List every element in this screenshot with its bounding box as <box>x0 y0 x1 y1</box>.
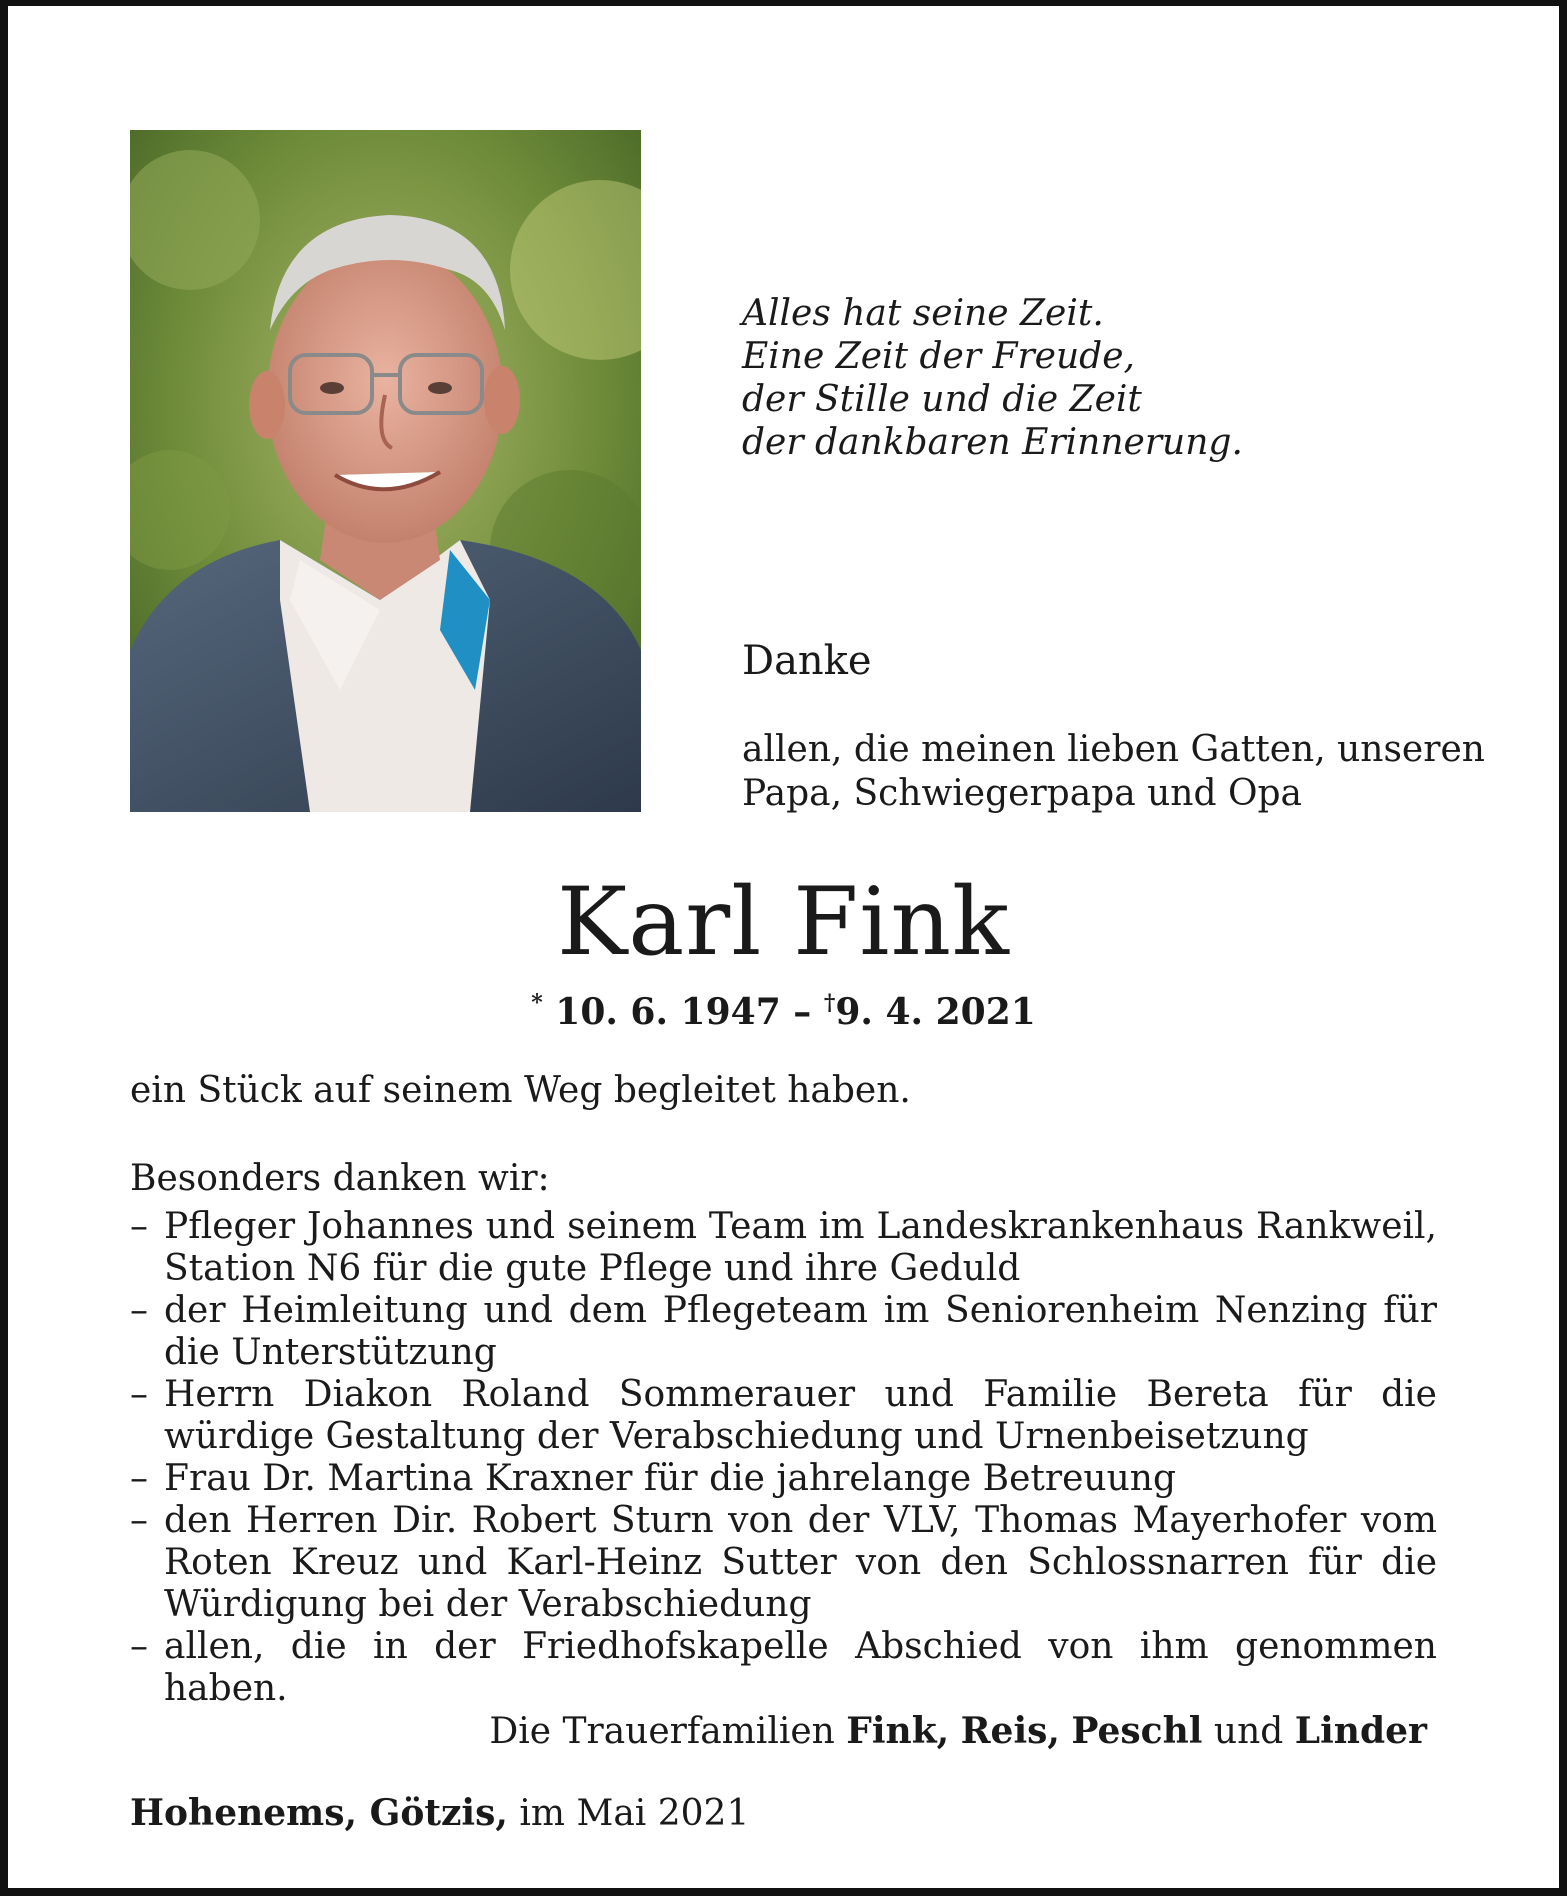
list-item: – den Herren Dir. Robert Sturn von der VLV, Thomas Mayerhofer vom Roten Kreuz und Karl-Heinz Sutter von den Schlossnarren für die Würdigung bei der Verabschiedung <box>130 1500 1437 1626</box>
birth-date: 10. 6. 1947 <box>555 991 781 1033</box>
list-item: – Herrn Diakon Roland Sommerauer und Familie Bereta für die würdige Gestaltung der Verabschiedung und Urnenbeisetzung <box>130 1374 1437 1458</box>
deceased-name: Karl Fink <box>557 868 1010 977</box>
place-date <box>130 1792 749 1834</box>
portrait-photo <box>130 130 641 812</box>
family-name: Peschl <box>1071 1710 1203 1752</box>
birth-symbol: * <box>531 990 543 1016</box>
thanks-text <box>742 728 1485 816</box>
special-thanks-list <box>130 1206 1437 1710</box>
motto-line: Eine Zeit der Freude, <box>742 336 1135 377</box>
families-prefix: Die Trauerfamilien <box>489 1711 835 1752</box>
list-item: – der Heimleitung und dem Pflegeteam im Seniorenheim Nenzing für die Unterstützung <box>130 1290 1437 1374</box>
motto-line: der Stille und die Zeit <box>742 379 1142 420</box>
thanks-line: Papa, Schwiegerpapa und Opa <box>742 773 1303 814</box>
motto-line: der dankbaren Erinnerung. <box>742 422 1243 463</box>
intro-text: ein Stück auf seinem Weg begleitet haben. <box>130 1070 911 1111</box>
family-name: Linder <box>1294 1710 1427 1752</box>
family-name: Reis, <box>960 1710 1060 1752</box>
special-thanks-heading: Besonders danken wir: <box>130 1158 550 1199</box>
family-name: Fink, <box>846 1710 950 1752</box>
mourning-families <box>489 1710 1427 1752</box>
date-separator: – <box>793 991 812 1033</box>
places: Hohenems, Götzis, <box>130 1792 508 1834</box>
portrait-image <box>130 130 641 812</box>
list-item: – Frau Dr. Martina Kraxner für die jahrelange Betreuung <box>130 1458 1437 1500</box>
thanks-line: allen, die meinen lieben Gatten, unseren <box>742 729 1485 770</box>
list-item: – allen, die in der Friedhofskapelle Abschied von ihm genommen haben. <box>130 1626 1437 1710</box>
list-item: – Pfleger Johannes und seinem Team im Landeskrankenhaus Rankweil, Station N6 für die gute Pflege und ihre Geduld <box>130 1206 1437 1290</box>
death-symbol: † <box>823 990 836 1016</box>
death-date: 9. 4. 2021 <box>835 991 1036 1033</box>
motto-line: Alles hat seine Zeit. <box>742 293 1104 334</box>
motto-quote <box>742 292 1243 464</box>
thanks-title: Danke <box>742 638 872 684</box>
life-dates <box>0 990 1567 1033</box>
families-conjunction: und <box>1213 1711 1284 1752</box>
date: im Mai 2021 <box>519 1793 750 1834</box>
